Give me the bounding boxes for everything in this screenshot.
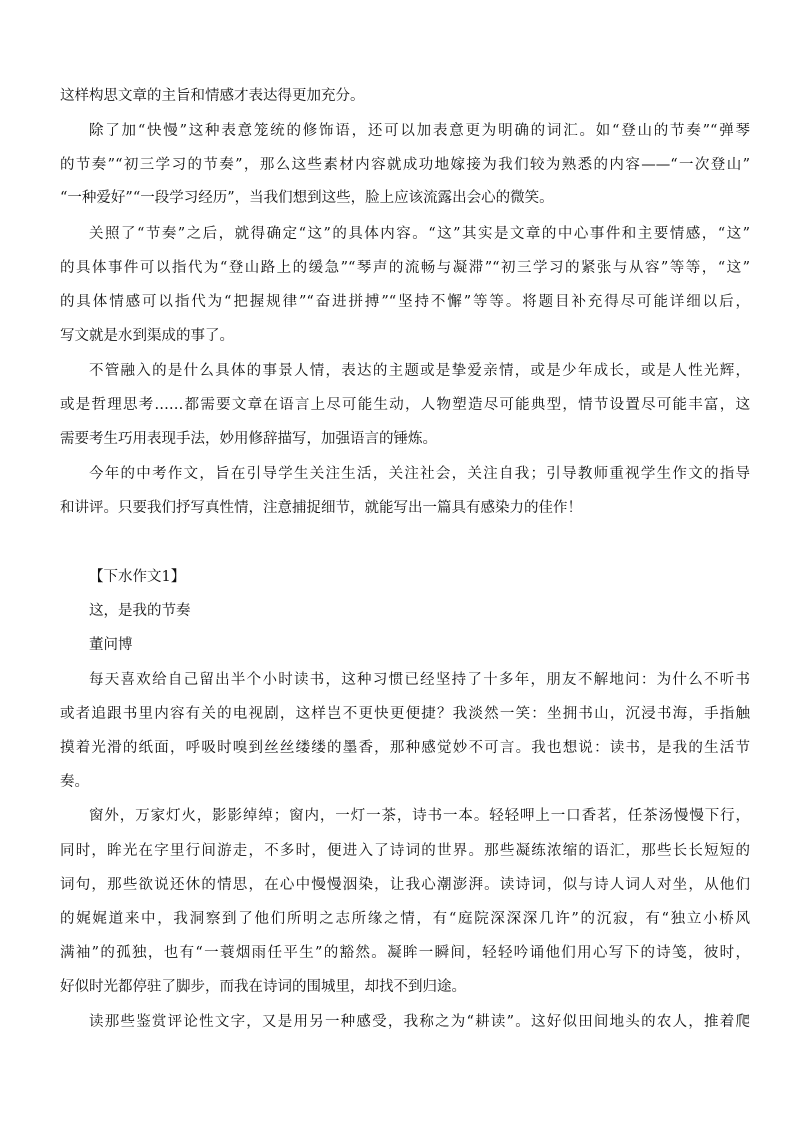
- paragraph-line: 和讲评。只要我们抒写真性情，注意捕捉细节，就能写出一篇具有感染力的佳作！: [60, 500, 582, 516]
- paragraph-line: 窗外，万家灯火，影影绰绰；窗内，一灯一茶，诗书一本。轻轻呷上一口香茗，任茶汤慢慢下行，: [89, 808, 750, 824]
- paragraph-line: 关照了“节奏”之后，就得确定“这”的具体内容。“这”其实是文章的中心事件和主要情感，“这”: [89, 226, 750, 242]
- essay-author: 董问博: [89, 637, 133, 653]
- paragraph-line: 好似时光都停驻了脚步，而我在诗词的围城里，却找不到归途。: [60, 979, 466, 995]
- paragraph-line: 写文就是水到渠成的事了。: [60, 328, 234, 344]
- essay-label: 【下水作文1】: [89, 569, 186, 585]
- paragraph-line: “一种爱好”“一段学习经历”，当我们想到这些，脸上应该流露出会心的微笑。: [60, 190, 554, 206]
- paragraph-line: 需要考生巧用表现手法，妙用修辞描写，加强语言的锤炼。: [60, 431, 437, 447]
- paragraph-line: 的节奏”“初三学习的节奏”，那么这些素材内容就成功地嫁接为我们较为熟悉的内容——“一次登山”: [60, 157, 750, 173]
- paragraph-line: 摸着光滑的纸面，呼吸时嗅到丝丝缕缕的墨香，那种感觉妙不可言。我也想说：读书，是我的生活节: [60, 740, 750, 756]
- paragraph-line: 同时，眸光在字里行间游走，不多时，便进入了诗词的世界。那些凝练浓缩的语汇，那些长长短短的: [60, 843, 750, 859]
- paragraph-line: 不管融入的是什么具体的事景人情，表达的主题或是挚爱亲情，或是少年成长，或是人性光辉，: [89, 363, 750, 379]
- paragraph-line: 除了加“快慢”这种表意笼统的修饰语，还可以加表意更为明确的词汇。如“登山的节奏”“弹琴: [89, 123, 750, 139]
- paragraph-line: 满袖”的孤独，也有“一蓑烟雨任平生”的豁然。凝眸一瞬间，轻轻吟诵他们用心写下的诗笺，彼时，: [60, 945, 750, 961]
- paragraph-line: 的娓娓道来中，我洞察到了他们所明之志所缘之情，有“庭院深深深几许”的沉寂，有“独立小桥风: [60, 911, 750, 927]
- paragraph-line: 或是哲理思考……都需要文章在语言上尽可能生动，人物塑造尽可能典型，情节设置尽可能丰富，这: [60, 397, 750, 413]
- paragraph-line: 每天喜欢给自己留出半个小时读书，这种习惯已经坚持了十多年，朋友不解地问：为什么不听书: [89, 672, 750, 688]
- essay-title: 这，是我的节奏: [89, 603, 191, 619]
- paragraph-line: 奏。: [60, 774, 89, 790]
- paragraph-line: 的具体情感可以指代为“把握规律”“奋进拼搏”“坚持不懈”等等。将题目补充得尽可能详细以后，: [60, 294, 750, 310]
- paragraph-line: 今年的中考作文，旨在引导学生关注生活，关注社会，关注自我；引导教师重视学生作文的指导: [89, 466, 750, 482]
- paragraph-line: 或者追跟书里内容有关的电视剧，这样岂不更快更便捷？我淡然一笑：坐拥书山，沉浸书海，手指触: [60, 706, 750, 722]
- paragraph-line: 这样构思文章的主旨和情感才表达得更加充分。: [60, 88, 365, 104]
- paragraph-line: 读那些鉴赏评论性文字，又是用另一种感受，我称之为“耕读”。这好似田间地头的农人，推着爬: [89, 1014, 750, 1030]
- paragraph-line: 的具体事件可以指代为“登山路上的缓急”“琴声的流畅与凝滞”“初三学习的紧张与从容”等等，“这”: [60, 260, 750, 276]
- paragraph-line: 词句，那些欲说还休的情思，在心中慢慢洇染，让我心潮澎湃。读诗词，似与诗人词人对坐，从他们: [60, 877, 750, 893]
